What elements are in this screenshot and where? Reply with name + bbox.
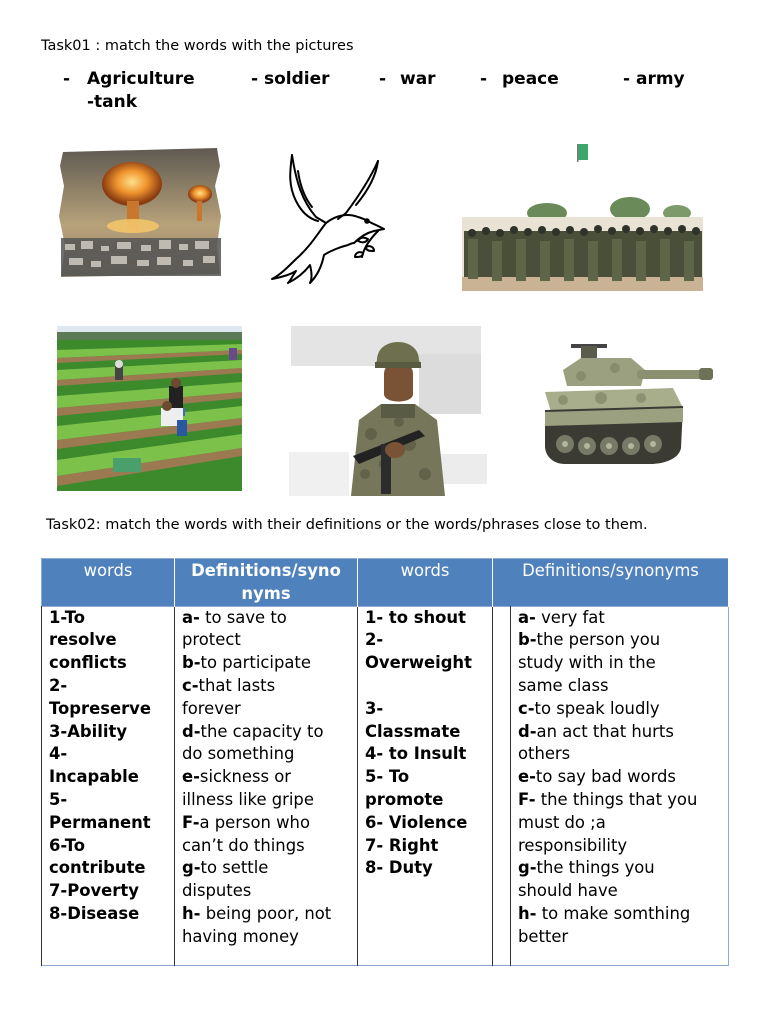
- definition-text: the things you: [536, 858, 655, 878]
- definition-entry: [182, 835, 354, 858]
- definition-entry: [518, 743, 725, 766]
- definition-letter: g-: [182, 858, 201, 878]
- table-header-row: [42, 559, 729, 607]
- army-picture: [462, 139, 703, 291]
- definition-text: to say bad words: [535, 767, 676, 787]
- word-entry: 5-: [49, 789, 68, 809]
- definition-letter: b-: [518, 630, 537, 650]
- definition-letter: e-: [182, 767, 200, 787]
- definition-text: same class: [518, 675, 609, 695]
- definition-text: to participate: [200, 653, 311, 673]
- header-definitions-1: Definitions/syno nyms: [175, 559, 358, 607]
- word-entry: 8- Duty: [365, 858, 433, 878]
- word-entry: Overweight: [365, 653, 472, 673]
- definition-text: the things that you: [535, 789, 698, 809]
- word-entry: 2-: [49, 675, 68, 695]
- definition-letter: h-: [182, 903, 201, 923]
- dove-picture: [266, 151, 390, 285]
- word-entry: Topreserve: [49, 698, 151, 718]
- definition-entry: [518, 926, 725, 949]
- definition-letter: c-: [182, 675, 199, 695]
- definition-entry: [182, 812, 354, 835]
- word-entry: resolve: [49, 630, 117, 650]
- task1-label: Task01: [41, 38, 91, 54]
- definition-entry: [518, 789, 725, 812]
- word-entry: contribute: [49, 858, 146, 878]
- definition-text: illness like gripe: [182, 789, 314, 809]
- definition-entry: [182, 698, 354, 721]
- definition-text: forever: [182, 698, 241, 718]
- definition-letter: e-: [518, 767, 536, 787]
- word-bank-dash: -: [480, 69, 488, 89]
- word-entry: 4- to Insult: [365, 744, 467, 764]
- matching-table: [41, 558, 729, 966]
- word-army: - army: [623, 69, 685, 89]
- definition-entry: [518, 812, 725, 835]
- word-entry: 5- To: [365, 767, 410, 787]
- definition-letter: g-: [518, 858, 537, 878]
- definition-entry: [182, 903, 354, 926]
- task2-instruction: [46, 517, 648, 533]
- word-tank: -tank: [87, 92, 138, 112]
- word-entry: 7-Poverty: [49, 881, 139, 901]
- word-entry: 1- to shout: [365, 607, 466, 627]
- definition-letter: h-: [518, 903, 537, 923]
- task1-text: : match the words with the pictures: [90, 38, 354, 54]
- soldier-illustration: [289, 324, 487, 496]
- agriculture-illustration: [57, 326, 242, 491]
- word-soldier: - soldier: [251, 69, 330, 89]
- definition-text: do something: [182, 744, 295, 764]
- definition-text: must do ;a: [518, 812, 606, 832]
- word-entry: 4-: [49, 744, 68, 764]
- definition-text: to save to: [199, 607, 287, 627]
- definition-entry: [182, 721, 354, 744]
- header-definitions-2: Definitions/synonyms: [493, 559, 729, 607]
- definition-entry: [518, 880, 725, 903]
- definition-text: that lasts: [198, 675, 276, 695]
- word-bank-dash: -: [63, 69, 71, 89]
- divider-column: [493, 606, 511, 965]
- definition-entry: [518, 607, 725, 630]
- definition-letter: a-: [518, 607, 536, 627]
- definition-entry: [182, 652, 354, 675]
- explosion-illustration: [57, 146, 222, 279]
- word-entry: promote: [365, 789, 444, 809]
- definition-entry: [182, 880, 354, 903]
- table-row: [42, 606, 729, 965]
- definition-entry: [182, 857, 354, 880]
- word-peace: peace: [502, 69, 559, 89]
- definition-text: being poor, not: [200, 903, 332, 923]
- definition-text: responsibility: [518, 835, 628, 855]
- definition-text: better: [518, 926, 569, 946]
- definition-text: can’t do things: [182, 835, 305, 855]
- definition-text: to speak loudly: [534, 698, 660, 718]
- definition-entry: [182, 607, 354, 630]
- definition-letter: d-: [182, 721, 201, 741]
- definition-entry: [182, 789, 354, 812]
- tank-illustration: [541, 336, 715, 472]
- word-entry: 3-: [365, 698, 384, 718]
- definition-entry: [518, 903, 725, 926]
- task1-instruction: [41, 38, 354, 54]
- definition-entry: [182, 743, 354, 766]
- definition-entry: [518, 721, 725, 744]
- definition-letter: F-: [182, 812, 200, 832]
- definition-text: the person you: [536, 630, 661, 650]
- definition-text: the capacity to: [200, 721, 324, 741]
- definition-entry: [518, 835, 725, 858]
- word-entry: 6- Violence: [365, 812, 468, 832]
- definitions-column-2: [511, 606, 729, 965]
- definition-text: study with in the: [518, 653, 656, 673]
- definition-letter: a-: [182, 607, 200, 627]
- word-entry: Incapable: [49, 767, 139, 787]
- tank-picture: [541, 336, 715, 472]
- word-war: war: [400, 69, 436, 89]
- task2-label: Task02: [46, 517, 96, 533]
- word-entry: 6-To: [49, 835, 86, 855]
- word-entry: Permanent: [49, 812, 151, 832]
- definition-text: having money: [182, 926, 299, 946]
- definition-entry: [518, 766, 725, 789]
- word-agriculture: Agriculture: [87, 69, 195, 89]
- dove-illustration: [266, 151, 390, 285]
- definition-letter: F-: [518, 789, 536, 809]
- army-illustration: [462, 139, 703, 291]
- definition-letter: d-: [518, 721, 537, 741]
- definition-text: very fat: [535, 607, 605, 627]
- word-entry: 3-Ability: [49, 721, 127, 741]
- definition-entry: [182, 675, 354, 698]
- word-entry: Classmate: [365, 721, 461, 741]
- words-column-1: [42, 606, 175, 965]
- definition-entry: [182, 766, 354, 789]
- explosion-picture: [57, 146, 222, 279]
- definition-entry: [518, 629, 725, 652]
- definition-text: a person who: [199, 812, 310, 832]
- definition-text: others: [518, 744, 571, 764]
- definition-text: disputes: [182, 881, 252, 901]
- definition-entry: [182, 629, 354, 652]
- definition-entry: [518, 652, 725, 675]
- word-entry: conflicts: [49, 653, 127, 673]
- word-entry: 8-Disease: [49, 903, 140, 923]
- definitions-column-1: [175, 606, 358, 965]
- word-entry: [365, 675, 489, 698]
- definition-text: protect: [182, 630, 241, 650]
- definition-text: should have: [518, 881, 618, 901]
- word-bank-dash: -: [379, 69, 387, 89]
- words-column-2: [358, 606, 493, 965]
- word-entry: 7- Right: [365, 835, 439, 855]
- definition-text: an act that hurts: [536, 721, 674, 741]
- word-entry: 1-To: [49, 607, 86, 627]
- definition-text: to settle: [200, 858, 269, 878]
- soldier-picture: [289, 324, 487, 496]
- definition-entry: [518, 698, 725, 721]
- agriculture-picture: [57, 326, 242, 491]
- definition-entry: [518, 675, 725, 698]
- header-words-2: words: [358, 559, 493, 607]
- definition-text: sickness or: [199, 767, 292, 787]
- definition-text: to make somthing: [536, 903, 691, 923]
- task2-text: : match the words with their definitions or the words/phrases close to them.: [95, 517, 648, 533]
- definition-letter: c-: [518, 698, 535, 718]
- definition-letter: b-: [182, 653, 201, 673]
- word-entry: 2-: [365, 630, 384, 650]
- definition-entry: [518, 857, 725, 880]
- header-words-1: words: [42, 559, 175, 607]
- definition-entry: [182, 926, 354, 949]
